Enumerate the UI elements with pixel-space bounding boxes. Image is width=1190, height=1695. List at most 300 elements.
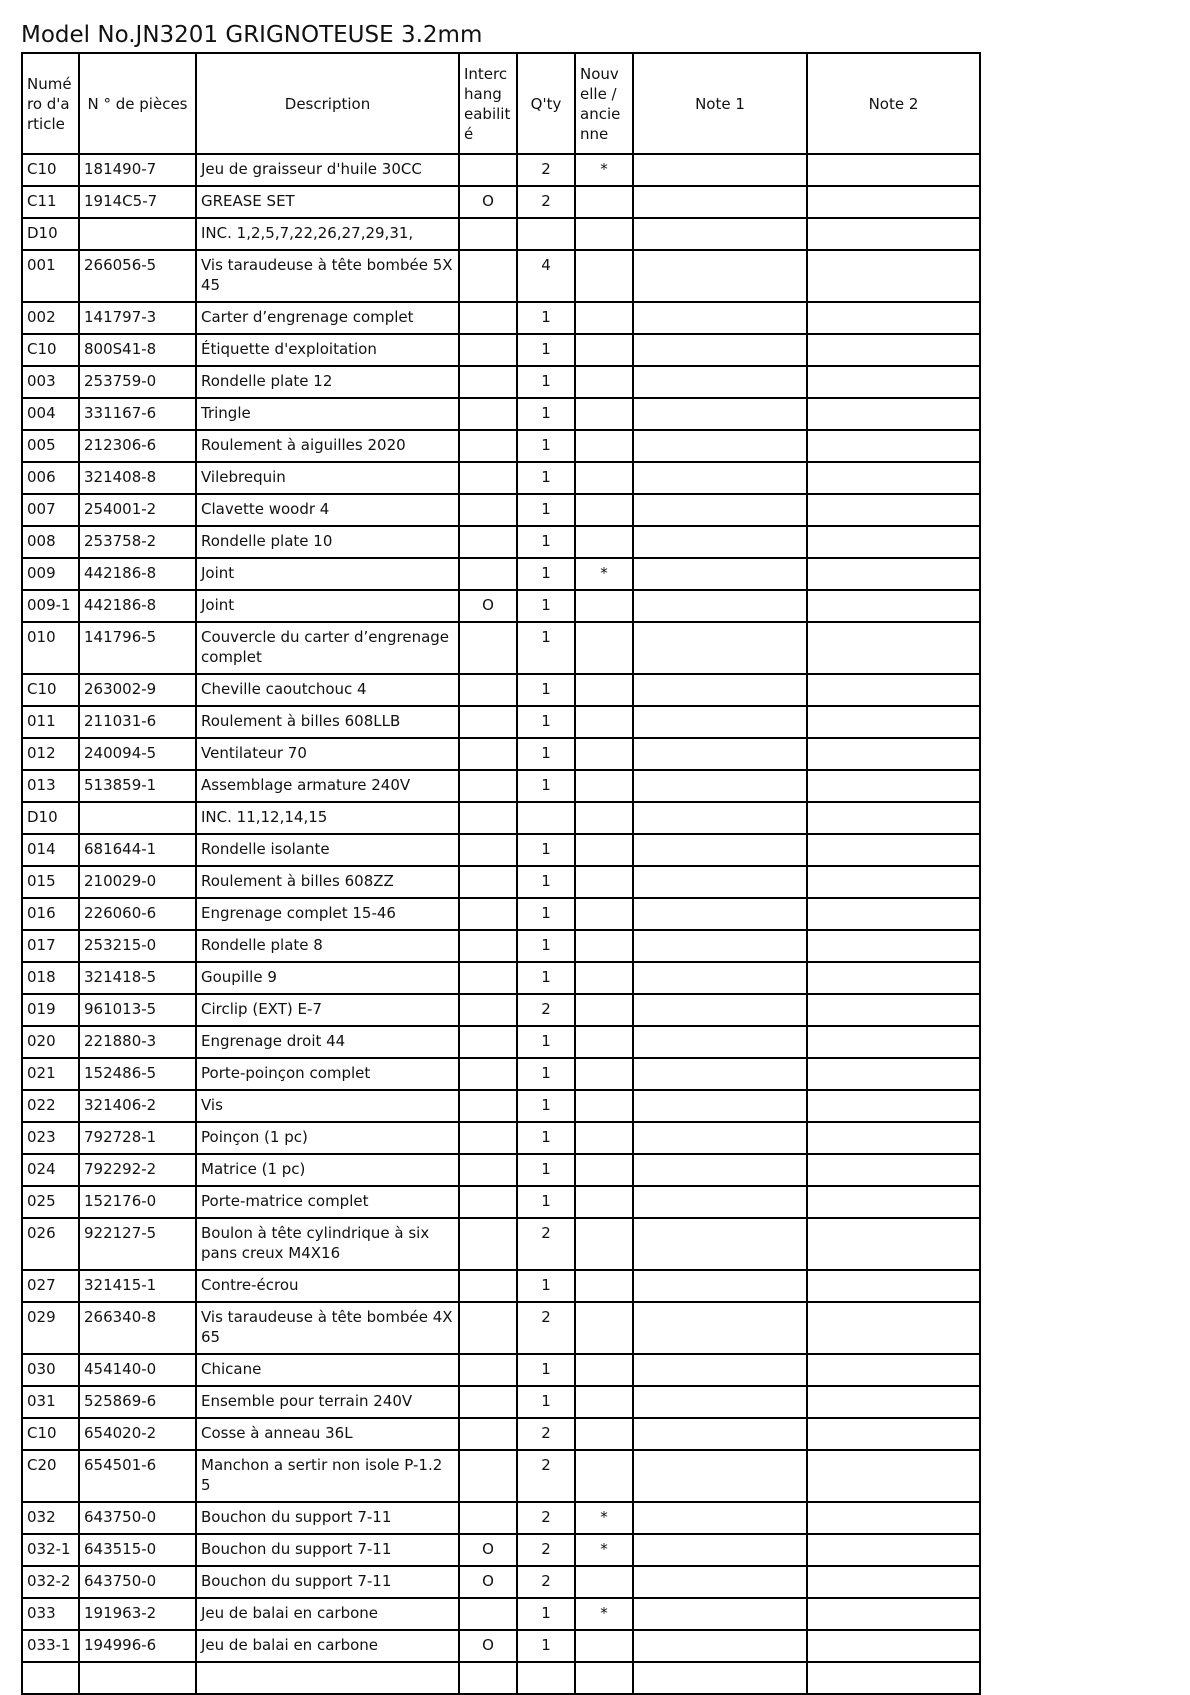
cell-note-1	[633, 366, 807, 398]
cell-quantity: 1	[517, 930, 575, 962]
table-row	[22, 898, 980, 930]
cell-quantity: 1	[517, 898, 575, 930]
cell-interchangeability	[459, 1418, 517, 1450]
cell-note-1	[633, 834, 807, 866]
cell-new-old	[575, 770, 633, 802]
cell-interchangeability	[459, 802, 517, 834]
cell-item-number: C10	[22, 1418, 79, 1450]
cell-quantity: 2	[517, 154, 575, 186]
cell-description: Circlip (EXT) E-7	[196, 994, 459, 1026]
cell-description: Jeu de graisseur d'huile 30CC	[196, 154, 459, 186]
cell-interchangeability	[459, 1058, 517, 1090]
cell-description: Étiquette d'exploitation	[196, 334, 459, 366]
cell-new-old	[575, 674, 633, 706]
cell-interchangeability: O	[459, 590, 517, 622]
cell-part-number: 442186-8	[79, 590, 196, 622]
cell-quantity: 1	[517, 494, 575, 526]
cell-part-number: 792728-1	[79, 1122, 196, 1154]
header-item-number: Numé ro d'a rticle	[22, 53, 79, 154]
cell-item-number: 005	[22, 430, 79, 462]
cell-interchangeability	[459, 154, 517, 186]
cell-item-number: D10	[22, 218, 79, 250]
cell-new-old: *	[575, 154, 633, 186]
header-note-2: Note 2	[807, 53, 980, 154]
cell-quantity: 1	[517, 962, 575, 994]
cell-description: Roulement à aiguilles 2020	[196, 430, 459, 462]
cell-quantity: 1	[517, 558, 575, 590]
table-row	[22, 590, 980, 622]
cell-quantity: 1	[517, 770, 575, 802]
cell-new-old	[575, 1270, 633, 1302]
cell-note-1	[633, 154, 807, 186]
cell-part-number: 643515-0	[79, 1534, 196, 1566]
cell-quantity: 1	[517, 526, 575, 558]
cell-new-old	[575, 366, 633, 398]
cell-new-old	[575, 622, 633, 674]
cell-interchangeability	[459, 462, 517, 494]
cell-note-2	[807, 1534, 980, 1566]
cell-interchangeability	[459, 1026, 517, 1058]
cell-note-1	[633, 1026, 807, 1058]
cell-new-old	[575, 1418, 633, 1450]
cell-item-number: 018	[22, 962, 79, 994]
cell-quantity	[517, 218, 575, 250]
table-row	[22, 802, 980, 834]
cell-new-old	[575, 398, 633, 430]
cell-new-old	[575, 1122, 633, 1154]
cell-new-old	[575, 1058, 633, 1090]
cell-note-1	[633, 866, 807, 898]
cell-interchangeability	[459, 1270, 517, 1302]
cell-note-2	[807, 1302, 980, 1354]
header-quantity: Q'ty	[517, 53, 575, 154]
table-row	[22, 1354, 980, 1386]
cell-description: Porte-matrice complet	[196, 1186, 459, 1218]
cell-note-2	[807, 1186, 980, 1218]
cell-description: Cosse à anneau 36L	[196, 1418, 459, 1450]
cell-item-number: 004	[22, 398, 79, 430]
cell-note-1	[633, 526, 807, 558]
cell-quantity: 2	[517, 1534, 575, 1566]
cell-note-2	[807, 1662, 980, 1694]
cell-item-number: 032-2	[22, 1566, 79, 1598]
cell-item-number: 032	[22, 1502, 79, 1534]
cell-item-number: 006	[22, 462, 79, 494]
cell-part-number: 321415-1	[79, 1270, 196, 1302]
cell-quantity: 1	[517, 1386, 575, 1418]
cell-item-number: 011	[22, 706, 79, 738]
cell-item-number: 012	[22, 738, 79, 770]
cell-note-2	[807, 218, 980, 250]
cell-description: Roulement à billes 608LLB	[196, 706, 459, 738]
cell-interchangeability	[459, 302, 517, 334]
cell-interchangeability	[459, 834, 517, 866]
cell-item-number: C11	[22, 186, 79, 218]
cell-interchangeability	[459, 1354, 517, 1386]
cell-part-number: 681644-1	[79, 834, 196, 866]
cell-description: Goupille 9	[196, 962, 459, 994]
cell-part-number: 654501-6	[79, 1450, 196, 1502]
table-row	[22, 738, 980, 770]
cell-new-old	[575, 1154, 633, 1186]
cell-interchangeability	[459, 962, 517, 994]
cell-quantity: 4	[517, 250, 575, 302]
table-row	[22, 1058, 980, 1090]
cell-description: Tringle	[196, 398, 459, 430]
cell-part-number: 266340-8	[79, 1302, 196, 1354]
cell-note-2	[807, 834, 980, 866]
cell-interchangeability	[459, 706, 517, 738]
cell-interchangeability	[459, 334, 517, 366]
cell-part-number: 240094-5	[79, 738, 196, 770]
cell-description: Rondelle plate 10	[196, 526, 459, 558]
cell-interchangeability	[459, 1154, 517, 1186]
cell-part-number: 181490-7	[79, 154, 196, 186]
cell-note-1	[633, 1566, 807, 1598]
cell-quantity: 1	[517, 366, 575, 398]
cell-description: Rondelle plate 8	[196, 930, 459, 962]
cell-note-2	[807, 1026, 980, 1058]
cell-note-1	[633, 802, 807, 834]
cell-interchangeability	[459, 218, 517, 250]
cell-part-number: 211031-6	[79, 706, 196, 738]
cell-item-number: 026	[22, 1218, 79, 1270]
cell-note-2	[807, 302, 980, 334]
cell-new-old	[575, 706, 633, 738]
cell-part-number: 525869-6	[79, 1386, 196, 1418]
cell-note-2	[807, 1598, 980, 1630]
cell-quantity: 1	[517, 462, 575, 494]
table-row	[22, 962, 980, 994]
cell-note-2	[807, 1270, 980, 1302]
cell-note-1	[633, 1386, 807, 1418]
table-row	[22, 1270, 980, 1302]
cell-part-number: 961013-5	[79, 994, 196, 1026]
cell-quantity: 1	[517, 1354, 575, 1386]
cell-description: Jeu de balai en carbone	[196, 1630, 459, 1662]
cell-quantity: 1	[517, 706, 575, 738]
cell-part-number: 513859-1	[79, 770, 196, 802]
page-title: Model No.JN3201 GRIGNOTEUSE 3.2mm	[21, 22, 483, 48]
cell-quantity: 2	[517, 186, 575, 218]
cell-quantity: 2	[517, 1502, 575, 1534]
table-row	[22, 526, 980, 558]
cell-new-old	[575, 1218, 633, 1270]
cell-part-number: 141797-3	[79, 302, 196, 334]
cell-description: Poinçon (1 pc)	[196, 1122, 459, 1154]
cell-new-old: *	[575, 558, 633, 590]
cell-interchangeability	[459, 1186, 517, 1218]
cell-item-number: 007	[22, 494, 79, 526]
table-row	[22, 558, 980, 590]
cell-new-old	[575, 898, 633, 930]
table-row	[22, 218, 980, 250]
cell-note-2	[807, 866, 980, 898]
table-row	[22, 366, 980, 398]
table-row	[22, 334, 980, 366]
cell-new-old: *	[575, 1598, 633, 1630]
cell-description: Joint	[196, 590, 459, 622]
cell-new-old	[575, 186, 633, 218]
cell-part-number: 442186-8	[79, 558, 196, 590]
cell-note-1	[633, 1122, 807, 1154]
cell-interchangeability	[459, 1450, 517, 1502]
cell-new-old	[575, 218, 633, 250]
cell-part-number: 221880-3	[79, 1026, 196, 1058]
cell-new-old: *	[575, 1534, 633, 1566]
cell-interchangeability	[459, 526, 517, 558]
cell-note-1	[633, 302, 807, 334]
table-row	[22, 622, 980, 674]
table-row	[22, 1122, 980, 1154]
cell-part-number	[79, 218, 196, 250]
table-row	[22, 1630, 980, 1662]
cell-item-number: 033-1	[22, 1630, 79, 1662]
cell-new-old	[575, 866, 633, 898]
parts-table	[21, 52, 981, 1695]
table-row	[22, 770, 980, 802]
cell-note-1	[633, 430, 807, 462]
cell-item-number: 020	[22, 1026, 79, 1058]
cell-item-number: 010	[22, 622, 79, 674]
cell-part-number	[79, 1662, 196, 1694]
cell-note-1	[633, 1270, 807, 1302]
cell-description: Bouchon du support 7-11	[196, 1502, 459, 1534]
cell-part-number: 643750-0	[79, 1566, 196, 1598]
cell-interchangeability	[459, 1662, 517, 1694]
cell-note-2	[807, 1630, 980, 1662]
cell-note-2	[807, 558, 980, 590]
cell-note-1	[633, 1354, 807, 1386]
cell-note-1	[633, 994, 807, 1026]
cell-note-2	[807, 770, 980, 802]
cell-part-number	[79, 802, 196, 834]
cell-description: Ensemble pour terrain 240V	[196, 1386, 459, 1418]
cell-quantity: 2	[517, 994, 575, 1026]
cell-item-number: 021	[22, 1058, 79, 1090]
cell-new-old	[575, 1386, 633, 1418]
cell-item-number: D10	[22, 802, 79, 834]
cell-quantity: 1	[517, 1090, 575, 1122]
cell-note-2	[807, 1122, 980, 1154]
cell-quantity: 2	[517, 1450, 575, 1502]
cell-note-2	[807, 1386, 980, 1418]
cell-note-2	[807, 1218, 980, 1270]
cell-item-number	[22, 1662, 79, 1694]
cell-quantity: 2	[517, 1566, 575, 1598]
cell-interchangeability	[459, 738, 517, 770]
cell-item-number: 013	[22, 770, 79, 802]
cell-item-number: 025	[22, 1186, 79, 1218]
cell-part-number: 263002-9	[79, 674, 196, 706]
cell-item-number: 014	[22, 834, 79, 866]
cell-note-2	[807, 154, 980, 186]
cell-note-1	[633, 1450, 807, 1502]
cell-note-1	[633, 1418, 807, 1450]
cell-new-old: *	[575, 1502, 633, 1534]
cell-description: Ventilateur 70	[196, 738, 459, 770]
table-row	[22, 834, 980, 866]
table-row	[22, 706, 980, 738]
cell-quantity: 1	[517, 334, 575, 366]
cell-new-old	[575, 494, 633, 526]
cell-new-old	[575, 250, 633, 302]
cell-note-2	[807, 494, 980, 526]
parts-table-body	[22, 154, 980, 1694]
cell-interchangeability	[459, 1090, 517, 1122]
cell-quantity: 2	[517, 1218, 575, 1270]
cell-part-number: 331167-6	[79, 398, 196, 430]
cell-note-1	[633, 1630, 807, 1662]
cell-description: Vilebrequin	[196, 462, 459, 494]
cell-quantity	[517, 1662, 575, 1694]
cell-note-2	[807, 526, 980, 558]
cell-part-number: 643750-0	[79, 1502, 196, 1534]
table-row	[22, 250, 980, 302]
cell-note-2	[807, 1090, 980, 1122]
table-row	[22, 1302, 980, 1354]
cell-note-2	[807, 398, 980, 430]
header-part-number: N ° de pièces	[79, 53, 196, 154]
cell-note-2	[807, 1566, 980, 1598]
cell-note-2	[807, 706, 980, 738]
cell-quantity: 1	[517, 866, 575, 898]
cell-new-old	[575, 994, 633, 1026]
cell-item-number: 027	[22, 1270, 79, 1302]
cell-item-number: 022	[22, 1090, 79, 1122]
cell-note-2	[807, 802, 980, 834]
cell-interchangeability	[459, 1122, 517, 1154]
cell-description: Boulon à tête cylindrique à six pans creux M4X16	[196, 1218, 459, 1270]
cell-quantity: 1	[517, 738, 575, 770]
cell-item-number: 008	[22, 526, 79, 558]
cell-quantity: 1	[517, 1630, 575, 1662]
cell-interchangeability	[459, 1598, 517, 1630]
cell-part-number: 800S41-8	[79, 334, 196, 366]
cell-description: Vis taraudeuse à tête bombée 4X 65	[196, 1302, 459, 1354]
cell-note-2	[807, 186, 980, 218]
table-row	[22, 930, 980, 962]
header-new-old: Nouv elle / ancie nne	[575, 53, 633, 154]
cell-interchangeability	[459, 430, 517, 462]
cell-note-2	[807, 962, 980, 994]
cell-description	[196, 1662, 459, 1694]
cell-part-number: 922127-5	[79, 1218, 196, 1270]
cell-new-old	[575, 302, 633, 334]
cell-quantity: 1	[517, 1270, 575, 1302]
cell-note-1	[633, 494, 807, 526]
cell-description: Assemblage armature 240V	[196, 770, 459, 802]
cell-item-number: C10	[22, 674, 79, 706]
table-row	[22, 494, 980, 526]
cell-note-2	[807, 994, 980, 1026]
cell-part-number: 194996-6	[79, 1630, 196, 1662]
cell-note-2	[807, 1354, 980, 1386]
cell-item-number: 003	[22, 366, 79, 398]
cell-interchangeability	[459, 1386, 517, 1418]
cell-note-1	[633, 1662, 807, 1694]
cell-item-number: 030	[22, 1354, 79, 1386]
table-row	[22, 1386, 980, 1418]
cell-item-number: 002	[22, 302, 79, 334]
cell-new-old	[575, 738, 633, 770]
cell-note-1	[633, 674, 807, 706]
table-row	[22, 462, 980, 494]
cell-quantity: 1	[517, 1154, 575, 1186]
cell-item-number: 016	[22, 898, 79, 930]
cell-note-1	[633, 738, 807, 770]
cell-note-2	[807, 462, 980, 494]
cell-item-number: C20	[22, 1450, 79, 1502]
cell-note-1	[633, 1186, 807, 1218]
cell-new-old	[575, 1186, 633, 1218]
cell-quantity: 1	[517, 834, 575, 866]
cell-note-2	[807, 1058, 980, 1090]
table-row	[22, 1450, 980, 1502]
cell-item-number: 031	[22, 1386, 79, 1418]
cell-new-old	[575, 526, 633, 558]
table-row	[22, 1026, 980, 1058]
header-note-1: Note 1	[633, 53, 807, 154]
table-row	[22, 674, 980, 706]
table-row	[22, 994, 980, 1026]
cell-new-old	[575, 930, 633, 962]
cell-interchangeability: O	[459, 1566, 517, 1598]
cell-quantity: 1	[517, 302, 575, 334]
cell-note-2	[807, 898, 980, 930]
cell-quantity: 1	[517, 1026, 575, 1058]
table-row	[22, 398, 980, 430]
cell-new-old	[575, 1450, 633, 1502]
cell-part-number: 454140-0	[79, 1354, 196, 1386]
cell-description: Clavette woodr 4	[196, 494, 459, 526]
cell-quantity: 1	[517, 590, 575, 622]
cell-note-2	[807, 250, 980, 302]
cell-part-number: 253215-0	[79, 930, 196, 962]
cell-part-number: 266056-5	[79, 250, 196, 302]
cell-item-number: 024	[22, 1154, 79, 1186]
cell-description: Rondelle isolante	[196, 834, 459, 866]
cell-interchangeability	[459, 994, 517, 1026]
cell-note-2	[807, 430, 980, 462]
cell-item-number: 009-1	[22, 590, 79, 622]
cell-part-number: 226060-6	[79, 898, 196, 930]
cell-item-number: 023	[22, 1122, 79, 1154]
cell-description: Bouchon du support 7-11	[196, 1566, 459, 1598]
cell-note-1	[633, 962, 807, 994]
cell-new-old	[575, 1026, 633, 1058]
cell-note-2	[807, 738, 980, 770]
cell-note-1	[633, 930, 807, 962]
cell-note-2	[807, 1154, 980, 1186]
cell-part-number: 254001-2	[79, 494, 196, 526]
cell-note-2	[807, 1450, 980, 1502]
table-row	[22, 1154, 980, 1186]
table-row	[22, 1218, 980, 1270]
cell-description: Roulement à billes 608ZZ	[196, 866, 459, 898]
cell-item-number: 019	[22, 994, 79, 1026]
cell-new-old	[575, 834, 633, 866]
cell-new-old	[575, 1662, 633, 1694]
cell-interchangeability	[459, 1302, 517, 1354]
cell-new-old	[575, 430, 633, 462]
cell-quantity: 1	[517, 622, 575, 674]
cell-interchangeability	[459, 366, 517, 398]
cell-part-number: 152486-5	[79, 1058, 196, 1090]
table-row	[22, 1418, 980, 1450]
cell-description: Matrice (1 pc)	[196, 1154, 459, 1186]
cell-new-old	[575, 334, 633, 366]
